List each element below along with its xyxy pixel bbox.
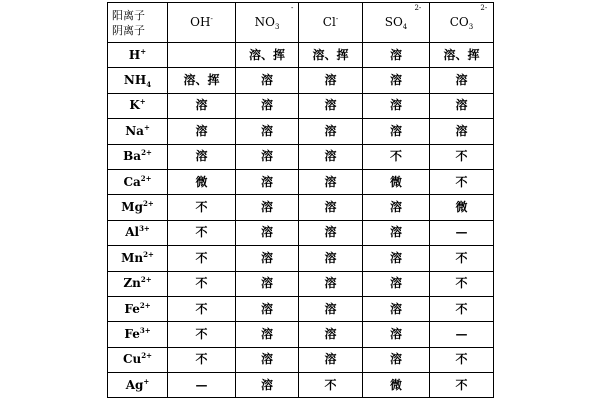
anion-header-so4	[363, 3, 430, 43]
cation-row	[108, 144, 494, 169]
cation-label-cell	[108, 322, 168, 347]
solubility-cell: 溶	[363, 195, 430, 220]
solubility-cell: 不	[168, 347, 236, 372]
cation-charge: 3+	[139, 325, 151, 335]
cation-charge: 2+	[141, 351, 153, 361]
anion-charge: -	[210, 15, 213, 23]
cation-label-cell	[108, 144, 168, 169]
anion-charge: -	[291, 4, 294, 12]
solubility-cell: 溶	[299, 347, 363, 372]
solubility-cell	[168, 43, 236, 68]
anion-header-oh	[168, 3, 236, 43]
solubility-cell: 溶	[236, 296, 299, 321]
anion-subscript: 3	[274, 23, 280, 31]
solubility-cell: 溶	[363, 220, 430, 245]
cation-charge: +	[143, 376, 150, 386]
solubility-cell: 溶	[299, 144, 363, 169]
corner-header-cell	[108, 3, 168, 43]
solubility-cell: 不	[168, 195, 236, 220]
solubility-cell: 溶	[168, 119, 236, 144]
cation-base: Cu	[122, 352, 142, 367]
cation-row	[108, 169, 494, 194]
solubility-cell: 溶、挥	[236, 43, 299, 68]
cation-label-cell	[108, 43, 168, 68]
cation-label-cell	[108, 246, 168, 271]
cation-label-cell	[108, 347, 168, 372]
anion-subscript: 3	[468, 23, 474, 31]
cation-base: Fe	[124, 301, 140, 316]
solubility-cell: 微	[430, 195, 494, 220]
solubility-cell: 溶、挥	[299, 43, 363, 68]
solubility-cell: 不	[168, 220, 236, 245]
solubility-cell: 溶	[236, 68, 299, 93]
solubility-cell: 溶	[299, 246, 363, 271]
solubility-cell: 不	[430, 144, 494, 169]
cation-label-cell	[108, 68, 168, 93]
anion-charge: -	[335, 15, 339, 23]
cation-row	[108, 271, 494, 296]
solubility-cell: 溶	[363, 68, 430, 93]
solubility-cell: 溶、挥	[168, 68, 236, 93]
cation-base: Fe	[124, 326, 140, 341]
anion-header-cl	[299, 3, 363, 43]
cation-row	[108, 195, 494, 220]
cation-row	[108, 322, 494, 347]
anion-base: OH	[190, 15, 211, 29]
solubility-cell: 溶	[236, 169, 299, 194]
cation-label-cell	[108, 93, 168, 118]
cation-label-cell	[108, 195, 168, 220]
solubility-cell: 微	[168, 169, 236, 194]
solubility-cell: 溶	[430, 119, 494, 144]
solubility-cell: 溶	[236, 271, 299, 296]
solubility-cell: 溶	[299, 296, 363, 321]
cation-row	[108, 119, 494, 144]
solubility-cell: 溶	[299, 119, 363, 144]
cation-base: Mn	[121, 250, 144, 265]
cation-label-cell	[108, 271, 168, 296]
cation-charge: 2+	[139, 300, 151, 310]
solubility-cell: 溶	[168, 93, 236, 118]
cation-row	[108, 220, 494, 245]
cation-row	[108, 68, 494, 93]
solubility-cell: 溶	[363, 119, 430, 144]
solubility-cell: 不	[430, 169, 494, 194]
solubility-cell: 不	[430, 296, 494, 321]
corner-cation-label: 阳离子	[112, 8, 145, 22]
solubility-cell: 不	[363, 144, 430, 169]
cation-row	[108, 93, 494, 118]
cation-charge: 2+	[140, 275, 152, 285]
solubility-cell: 溶	[299, 169, 363, 194]
cation-base: Mg	[121, 200, 143, 215]
cation-base: Ca	[123, 174, 141, 189]
anion-base: Cl	[322, 15, 336, 29]
solubility-cell: 溶	[236, 347, 299, 372]
cation-row	[108, 347, 494, 372]
solubility-cell: 不	[430, 271, 494, 296]
solubility-cell: 溶	[363, 296, 430, 321]
solubility-cell: 溶	[236, 195, 299, 220]
cation-charge: +	[140, 46, 147, 56]
solubility-cell: 溶	[363, 322, 430, 347]
solubility-cell: 不	[168, 322, 236, 347]
cation-charge: +	[139, 97, 146, 107]
solubility-cell: 溶	[363, 93, 430, 118]
solubility-cell: 溶	[236, 144, 299, 169]
cation-base: H	[128, 47, 141, 62]
solubility-cell: 溶	[363, 347, 430, 372]
solubility-cell: 不	[430, 246, 494, 271]
anion-header-no3	[236, 3, 299, 43]
solubility-cell: 溶	[299, 68, 363, 93]
cation-base: Ag	[125, 377, 144, 392]
solubility-cell: 不	[299, 373, 363, 398]
solubility-cell: 不	[430, 373, 494, 398]
cation-label-cell	[108, 220, 168, 245]
anion-header-co3	[430, 3, 494, 43]
solubility-cell: 微	[363, 373, 430, 398]
cation-base: Ba	[123, 149, 142, 164]
cation-charge: 3+	[139, 224, 150, 234]
anion-base: NO	[254, 15, 275, 29]
cation-charge: 2+	[141, 148, 152, 158]
solubility-cell: 溶	[236, 322, 299, 347]
solubility-cell: 溶	[236, 220, 299, 245]
cation-label-cell	[108, 296, 168, 321]
anion-base: SO	[384, 15, 403, 29]
cation-charge: 2+	[140, 173, 152, 183]
solubility-cell: 溶	[363, 43, 430, 68]
cation-label-cell	[108, 373, 168, 398]
cation-row	[108, 43, 494, 68]
cation-charge: 2+	[142, 199, 154, 209]
anion-charge: 2-	[414, 4, 422, 12]
solubility-cell: 微	[363, 169, 430, 194]
cation-charge: +	[143, 122, 150, 132]
cation-row	[108, 246, 494, 271]
solubility-cell: 溶	[299, 322, 363, 347]
cation-base: Zn	[123, 276, 141, 291]
solubility-cell: 溶	[236, 93, 299, 118]
solubility-cell: 溶	[299, 195, 363, 220]
solubility-cell: 溶	[299, 93, 363, 118]
cation-row	[108, 296, 494, 321]
solubility-cell: 溶、挥	[430, 43, 494, 68]
anion-base: CO	[449, 15, 469, 29]
solubility-cell: 溶	[236, 373, 299, 398]
cation-base: K	[129, 98, 140, 113]
cation-base: NH	[123, 73, 147, 88]
cation-subscript: 4	[146, 80, 152, 90]
solubility-table	[107, 2, 494, 398]
solubility-cell: 溶	[236, 246, 299, 271]
solubility-cell: 溶	[299, 271, 363, 296]
solubility-cell: —	[430, 322, 494, 347]
solubility-cell: 溶	[236, 119, 299, 144]
solubility-cell: 溶	[168, 144, 236, 169]
solubility-cell: 溶	[363, 271, 430, 296]
solubility-cell: 溶	[299, 220, 363, 245]
solubility-cell: —	[430, 220, 494, 245]
corner-anion-label: 阴离子	[112, 23, 145, 37]
cation-charge: 2+	[143, 249, 154, 259]
solubility-cell: 不	[430, 347, 494, 372]
cation-label-cell	[108, 169, 168, 194]
solubility-cell: —	[168, 373, 236, 398]
solubility-cell: 溶	[430, 93, 494, 118]
anion-subscript: 4	[402, 23, 408, 31]
header-row	[108, 3, 494, 43]
anion-charge: 2-	[480, 4, 488, 12]
solubility-cell: 溶	[430, 68, 494, 93]
solubility-cell: 溶	[363, 246, 430, 271]
solubility-cell: 不	[168, 271, 236, 296]
cation-label-cell	[108, 119, 168, 144]
solubility-cell: 不	[168, 246, 236, 271]
cation-base: Na	[125, 123, 144, 138]
cation-base: Al	[125, 225, 140, 240]
solubility-cell: 不	[168, 296, 236, 321]
cation-row	[108, 373, 494, 398]
